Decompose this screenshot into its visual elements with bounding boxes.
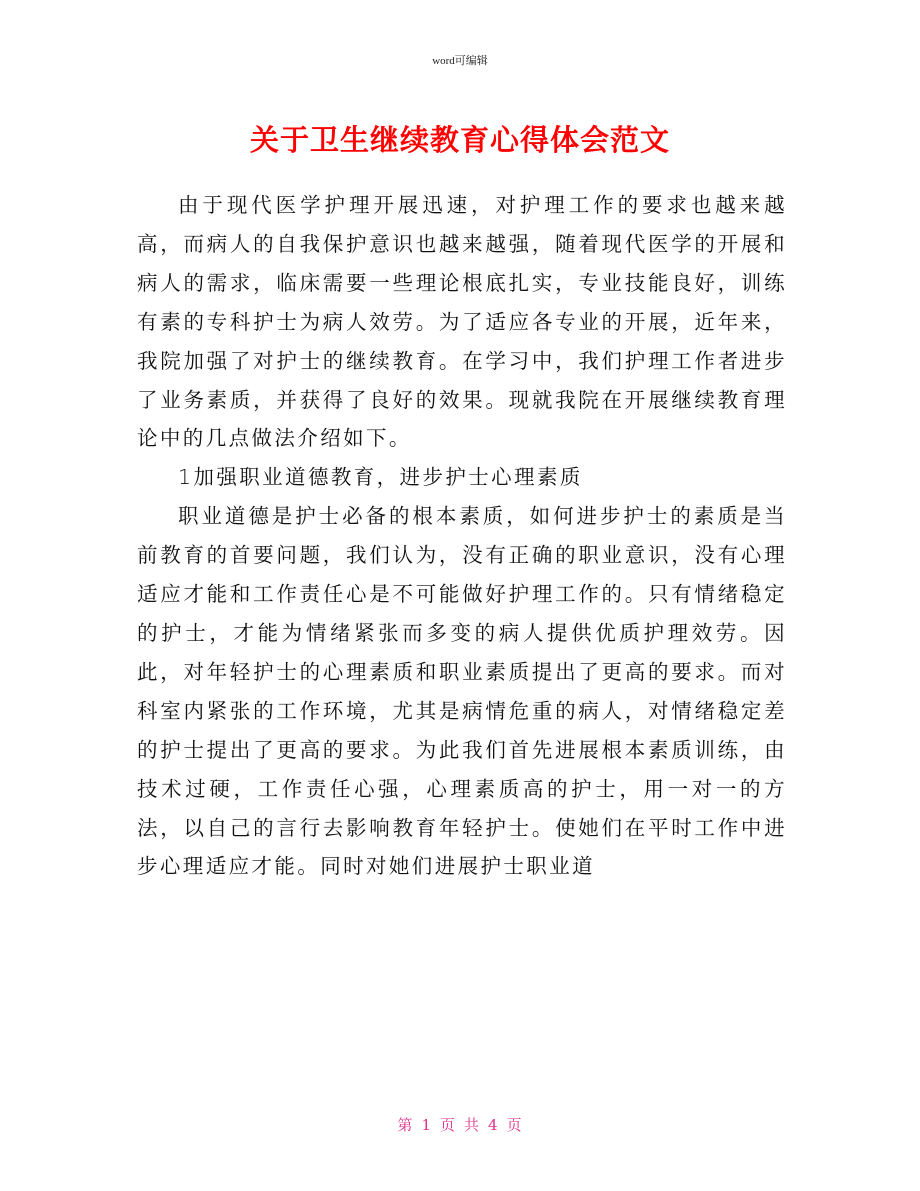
- document-title: 关于卫生继续教育心得体会范文: [249, 123, 670, 157]
- total-pages-number: 4: [488, 1116, 499, 1134]
- document-body: [137, 186, 787, 886]
- header-note: word可编辑: [432, 55, 488, 67]
- total-prefix: 共: [464, 1116, 481, 1134]
- page-footer: [0, 1114, 920, 1135]
- page-suffix: 页: [439, 1116, 456, 1134]
- paragraph-section-1: 职业道德是护士必备的根本素质，如何进步护士的素质是当前教育的首要问题，我们认为，没有正确的职业意识，没有心理适应才能和工作责任心是不可能做好护理工作的。只有情绪稳定的护士，才能为情绪紧张而多变的病人提供优质护理效劳。因此，对年轻护士的心理素质和职业素质提出了更高的要求。而对科室内紧张的工作环境，尤其是病情危重的病人，对情绪稳定差的护士提出了更高的要求。为此我们首先进展根本素质训练，由技术过硬，工作责任心强，心理素质高的护士，用一对一的方法，以自己的言行去影响教育年轻护士。使她们在平时工作中进步心理适应才能。同时对她们进展护士职业道: [137, 504, 787, 879]
- current-page-number: 1: [421, 1116, 432, 1134]
- total-suffix: 页: [506, 1116, 523, 1134]
- page-prefix: 第: [397, 1116, 414, 1134]
- section-heading-1: 1加强职业道德教育，进步护士心理素质: [178, 465, 583, 490]
- paragraph-intro: 由于现代医学护理开展迅速，对护理工作的要求也越来越高，而病人的自我保护意识也越来越强，随着现代医学的开展和病人的需求，临床需要一些理论根底扎实，专业技能良好，训练有素的专科护士为病人效劳。为了适应各专业的开展，近年来，我院加强了对护士的继续教育。在学习中，我们护理工作者进步了业务素质，并获得了良好的效果。现就我院在开展继续教育理论中的几点做法介绍如下。: [137, 193, 787, 451]
